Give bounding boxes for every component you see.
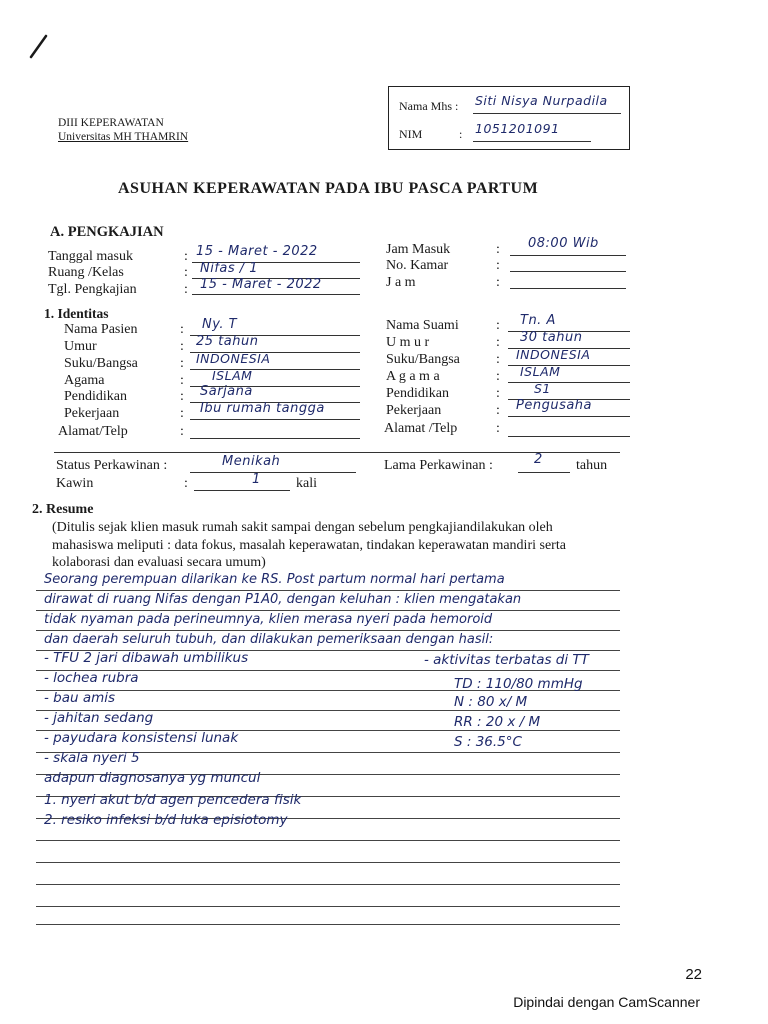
field-pekerjaan-suami-label: Pekerjaan [386, 403, 442, 418]
field-agama-suami-value: ISLAM [520, 364, 561, 379]
field-pendidikan-value: Sarjana [200, 384, 253, 399]
lama-perkawinan-label: Lama Perkawinan : [384, 458, 493, 473]
pen-mark-icon [28, 32, 50, 60]
field-nama-suami-value: Tn. A [520, 313, 556, 328]
vital-nadi: N : 80 x/ M [454, 694, 528, 710]
lama-perkawinan-unit: tahun [576, 458, 608, 473]
vital-suhu: S : 36.5°C [454, 734, 522, 750]
field-umur-suami-value: 30 tahun [520, 330, 583, 345]
status-perkawinan-label: Status Perkawinan : [56, 458, 168, 473]
kawin-label: Kawin [56, 476, 94, 491]
field-tanggal-masuk-label: Tanggal masuk [48, 249, 133, 264]
resume-instruction-3: kolaborasi dan evaluasi secara umum) [52, 555, 266, 570]
field-jam-label: J a m [386, 275, 416, 290]
resume-instruction-2: mahasiswa meliputi : data fokus, masalah keperawatan, tindakan keperawatan mandiri serta [52, 538, 566, 553]
field-pekerjaan-suami-value: Pengusaha [516, 398, 593, 413]
resume-line-3: tidak nyaman pada perineumnya, klien merasa nyeri pada hemoroid [44, 612, 493, 627]
nama-mhs-value: Siti Nisya Nurpadila [475, 93, 608, 108]
field-suku-bangsa-value: INDONESIA [196, 351, 271, 366]
resume-line-6: - lochea rubra [44, 670, 139, 686]
field-nama-suami-label: Nama Suami [386, 318, 459, 333]
identitas-heading: 1. Identitas [44, 306, 109, 321]
field-jam-masuk-value: 08:00 Wib [528, 236, 599, 251]
lama-perkawinan-value: 2 [534, 452, 543, 467]
field-nama-pasien-value: Ny. T [202, 317, 238, 332]
resume-line-13: 2. resiko infeksi b/d luka episiotomy [44, 812, 288, 828]
field-pendidikan-label: Pendidikan [64, 389, 127, 404]
field-umur-label: Umur [64, 339, 97, 354]
status-perkawinan-value: Menikah [222, 454, 281, 469]
field-umur-suami-label: U m u r [386, 335, 430, 350]
field-pekerjaan-label: Pekerjaan [64, 406, 120, 421]
institution-line2: Universitas MH THAMRIN [58, 131, 189, 143]
field-tgl-pengkajian-value: 15 - Maret - 2022 [200, 277, 322, 292]
page-number: 22 [685, 966, 702, 983]
resume-line-8: - jahitan sedang [44, 710, 154, 726]
nim-label: NIM [399, 127, 423, 141]
resume-line-5: - TFU 2 jari dibawah umbilikus [44, 650, 249, 666]
resume-line-1: Seorang perempuan dilarikan ke RS. Post partum normal hari pertama [44, 572, 505, 587]
resume-line-9: - payudara konsistensi lunak [44, 730, 239, 746]
resume-line-4: dan daerah seluruh tubuh, dan dilakukan pemeriksaan dengan hasil: [44, 632, 494, 647]
vital-rr: RR : 20 x / M [454, 714, 541, 730]
field-nama-pasien-label: Nama Pasien [64, 322, 138, 337]
resume-line-11: adapun diagnosanya yg muncul [44, 770, 261, 786]
field-alamat-label: Alamat/Telp [58, 424, 128, 439]
document-page: DIII KEPERAWATAN Universitas MH THAMRIN Nama Mhs : Siti Nisya Nurpadila NIM : 1051201091 ASUHAN KEPERAWATAN PADA IBU PASCA PARTUM A. PENGKAJIAN Tanggal masuk : 15 - Maret - 2022 Ruang /Kelas : Nifas / 1 Tgl. Pengkajian : 15 - Maret - 2022 Jam Masuk : 08:00 Wib No. Kamar : J a m : 1. Identitas Nama Pasien : Ny. T Umur : 25 tahun Suku/Bangsa : INDONESIA Agama : ISLAM Pendidikan : Sarjana Pekerjaan : Ibu rumah tangga Alamat/Telp : Nama Suami : Tn. A U m u r : 30 tahun Suku/Bangsa : INDONESIA A g a m a : ISLAM Pendidikan : S1 Pekerjaan : Pengusaha Alamat /Telp : Status Perkawinan : Menikah Lama Perkawinan : 2 tahun Kawin : 1 kali 2. Resume (Ditulis sejak klien masuk rumah sakit sampai dengan sebelum pengkajiandilakukan oleh mahasiswa meliputi : data fokus, masalah keperawatan, tindakan keperawatan mandiri serta kolaborasi dan evaluasi secara umum) Seorang perempuan dilarikan ke RS. Post partum normal hari pertama dirawat di ruang Nifas dengan P1A0, dengan keluhan : klien mengatakan tidak nyaman pada perineumnya, klien merasa nyeri pada hemoroid dan daerah seluruh tubuh, dan dilakukan pemeriksaan dengan hasil: - TFU 2 jari dibawah umbilikus - lochea rubra - bau amis - jahitan sedang - payudara konsistensi lunak - skala nyeri 5 adapun diagnosanya yg muncul 1. nyeri akut b/d agen pencedera fisik 2. resiko infeksi b/d luka episiotomy - aktivitas terbatas di TT TD : 110/80 mmHg N : 80 x/ M RR : 20 x / M S : 36.5°C 22 Dipindai dengan CamScanner [0, 0, 768, 1024]
field-ruang-kelas-value: Nifas / 1 [200, 261, 259, 276]
resume-line-10: - skala nyeri 5 [44, 750, 140, 766]
resume-line-7: - bau amis [44, 690, 116, 706]
field-jam-masuk-label: Jam Masuk [386, 242, 451, 257]
field-agama-value: ISLAM [212, 368, 253, 383]
vital-td: TD : 110/80 mmHg [454, 676, 583, 692]
document-title: ASUHAN KEPERAWATAN PADA IBU PASCA PARTUM [118, 180, 539, 197]
field-agama-label: Agama [64, 373, 105, 388]
resume-line-2: dirawat di ruang Nifas dengan P1A0, dengan keluhan : klien mengatakan [44, 592, 522, 607]
field-agama-suami-label: A g a m a [386, 369, 440, 384]
resume-heading: 2. Resume [32, 502, 94, 517]
nim-value: 1051201091 [475, 121, 560, 136]
field-pendidikan-suami-label: Pendidikan [386, 386, 449, 401]
nim-colon: : [459, 127, 463, 141]
kawin-unit: kali [296, 476, 317, 491]
field-ruang-kelas-label: Ruang /Kelas [48, 265, 124, 280]
nama-mhs-label: Nama Mhs : [399, 99, 459, 113]
field-no-kamar-label: No. Kamar [386, 258, 449, 273]
resume-line-12: 1. nyeri akut b/d agen pencedera fisik [44, 792, 302, 808]
field-suku-bangsa-label: Suku/Bangsa [64, 356, 138, 371]
field-pendidikan-suami-value: S1 [534, 381, 551, 396]
field-suku-bangsa-suami-value: INDONESIA [516, 347, 591, 362]
institution-line1: DIII KEPERAWATAN [58, 117, 164, 129]
field-umur-value: 25 tahun [196, 334, 259, 349]
field-suku-bangsa-suami-label: Suku/Bangsa [386, 352, 460, 367]
section-a-heading: A. PENGKAJIAN [50, 224, 164, 240]
field-tanggal-masuk-value: 15 - Maret - 2022 [196, 244, 318, 259]
field-tgl-pengkajian-label: Tgl. Pengkajian [48, 282, 137, 297]
field-alamat-suami-label: Alamat /Telp [384, 421, 458, 436]
vital-aktivitas: - aktivitas terbatas di TT [424, 652, 589, 668]
student-id-box [388, 86, 630, 150]
field-pekerjaan-value: Ibu rumah tangga [200, 401, 325, 416]
kawin-value: 1 [252, 472, 261, 487]
resume-instruction-1: (Ditulis sejak klien masuk rumah sakit sampai dengan sebelum pengkajiandilakukan oleh [52, 520, 553, 535]
scanner-watermark: Dipindai dengan CamScanner [513, 994, 700, 1010]
